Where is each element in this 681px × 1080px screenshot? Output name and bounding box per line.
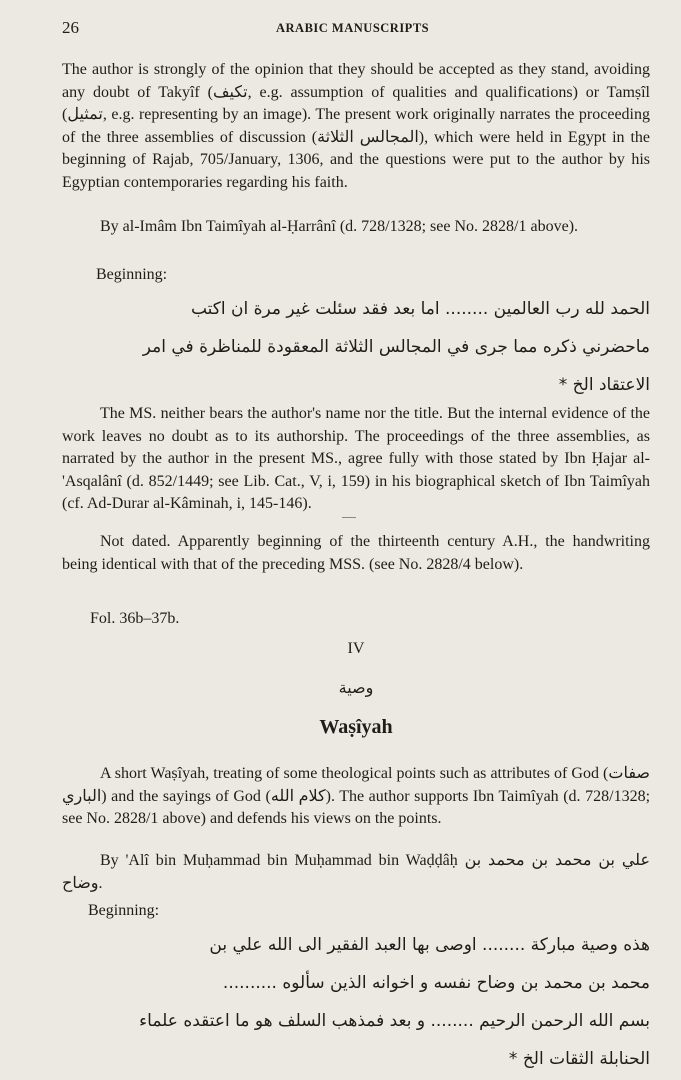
section1-intro: The author is strongly of the opinion that they should be accepted as they stand, avoiding any doubt of Takyîf (تكيف, e.g. assumption of qualities and qualifications) or Tamṣîl (تمثيل, e.g. representing by an image). The present work originally narrates the proceeding of the three assemblies of discussion (المجالس الثلاثة), which were held in Egypt in the beginning of Rajab, 705/January, 1306, and the questions were put to the author by his Egyptian contemporaries regarding his faith. bbox=[62, 61, 651, 191]
section1-note-block bbox=[62, 403, 650, 516]
section2-numeral-block bbox=[62, 640, 650, 658]
arabic-line: الاعتقاد الخ * bbox=[558, 375, 650, 395]
arabic-line: بسم الله الرحمن الرحيم ........ و بعد فمذهب السلف هو ما اعتقده علماء bbox=[139, 1011, 650, 1031]
section1-folio: Fol. 36b–37b. bbox=[90, 610, 180, 627]
arabic-line: الحنابلة الثقات الخ * bbox=[508, 1049, 650, 1069]
section2-beginning-label-block bbox=[62, 900, 650, 922]
arabic-line: هذه وصية مباركة ........ اوصى بها العبد الفقير الى الله علي بن bbox=[209, 935, 650, 955]
section1-folio-block bbox=[62, 608, 650, 631]
section1-author-block bbox=[62, 216, 650, 239]
arabic-line: الحمد لله رب العالمين ........ اما بعد فقد سئلت غير مرة ان اكتب bbox=[190, 299, 650, 319]
section2-intro: A short Waṣîyah, treating of some theological points such as attributes of God (صفات الباري) and the sayings of God (كلام الله). The author supports Ibn Taimîyah (d. 728/1328; see No. 2828/1 above) and defends his views on the points. bbox=[62, 765, 651, 827]
section-title: Waṣîyah bbox=[319, 716, 393, 738]
section1-arabic-quote bbox=[62, 290, 650, 404]
section1-author: By al-Imâm Ibn Taimîyah al-Ḥarrânî (d. 728/1328; see No. 2828/1 above). bbox=[100, 218, 579, 235]
section1-note: The MS. neither bears the author's name nor the title. But the internal evidence of the work leaves no doubt as to its authorship. The proceedings of the three assemblies, as narrated by the author in the present MS., agree fully with those stated by Ibn Ḥajar al-'Asqalânî (d. 852/1449; see Lib. Cat., V, i, 159) in his biographical sketch of Ibn Taimîyah (cf. Ad-Durar al-Kâminah, i, 145-146). bbox=[62, 405, 650, 512]
section2-author-block bbox=[62, 850, 650, 895]
section2-arabic-title-block bbox=[62, 678, 650, 698]
margin-mark bbox=[342, 517, 356, 518]
section2-intro-block bbox=[62, 763, 650, 831]
section2-title-block bbox=[62, 716, 650, 739]
page-header bbox=[62, 18, 641, 42]
section2-author: By 'Alî bin Muḥammad bin Muḥammad bin Waḍḍâḥ علي بن محمد بن محمد بن وضاح. bbox=[62, 852, 651, 892]
section2-arabic-quote bbox=[62, 926, 650, 1078]
page-number: 26 bbox=[62, 18, 79, 37]
section1-dating-block bbox=[62, 531, 650, 576]
section1-beginning-label-block bbox=[62, 264, 650, 286]
arabic-line: ماحضرني ذكره مما جرى في المجالس الثلاثة المعقودة للمناظرة في امر bbox=[142, 337, 650, 357]
section-numeral: IV bbox=[347, 640, 365, 657]
running-title: ARABIC MANUSCRIPTS bbox=[276, 21, 430, 35]
section1-intro-block bbox=[62, 59, 650, 194]
section2-beginning-label: Beginning: bbox=[88, 902, 160, 919]
section-arabic-title: وصية bbox=[338, 678, 374, 697]
arabic-line: محمد بن محمد بن وضاح نفسه و اخوانه الذين سألوه .......... bbox=[222, 973, 650, 993]
section1-beginning-label: Beginning: bbox=[96, 266, 168, 283]
section1-dating: Not dated. Apparently beginning of the thirteenth century A.H., the handwriting being identical with that of the preceding MSS. (see No. 2828/4 below). bbox=[62, 533, 650, 573]
